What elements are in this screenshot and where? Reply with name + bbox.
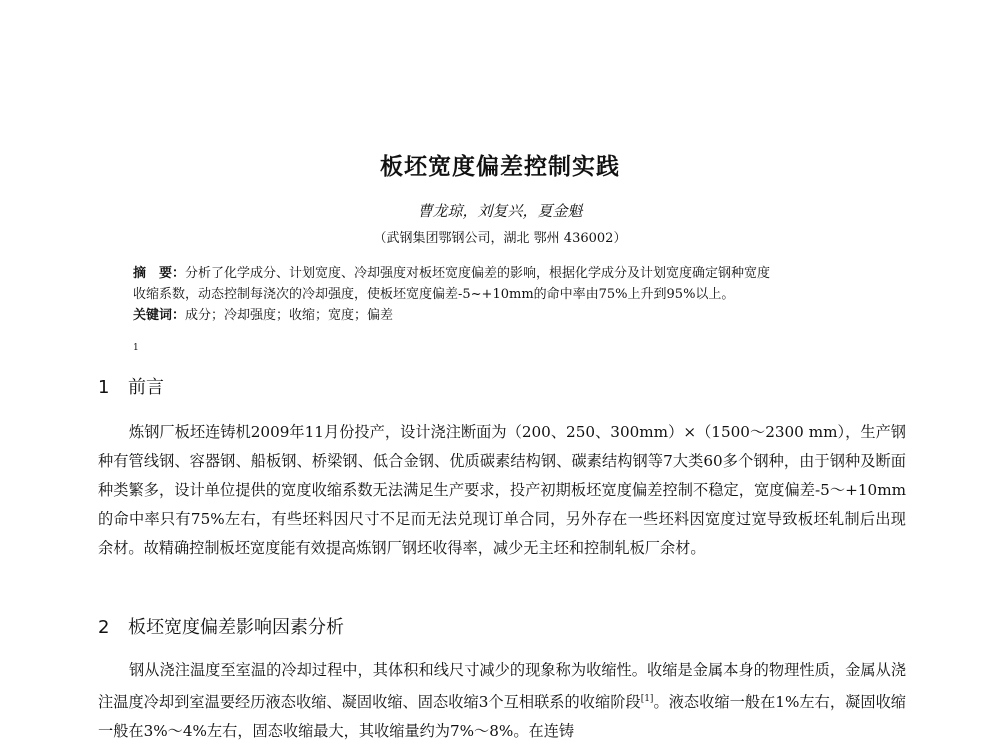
paper-affiliation: （武钢集团鄂钢公司，湖北 鄂州 436002） [373, 231, 627, 246]
keywords-label: 关键词： [133, 308, 186, 323]
section-2-number: 2 [98, 617, 110, 638]
section-1-title: 前言 [128, 377, 164, 398]
abstract-label: 摘 要： [133, 266, 186, 281]
section-2-text: 钢从浇注温度至室温的冷却过程中，其体积和线尺寸减少的现象称为收缩性。收缩是金属本身的物理性质，金属从浇注温度冷却到室温要经历液态收缩、凝固收缩、固态收缩3个互相联系的收缩阶段 [98, 661, 906, 712]
abstract-block [133, 263, 893, 326]
paper-authors: 曹龙琼，刘复兴，夏金魁 [417, 202, 583, 220]
section-1-paragraph: 炼钢厂板坯连铸机2009年11月份投产，设计浇注断面为（200、250、300mm）×（1500～2300 mm），生产钢种有管线钢、容器钢、船板钢、桥梁钢、低合金钢、优质碳素结构钢、碳素结构钢等7大类60多个钢种，由于钢种及断面种类繁多，设计单位提供的宽度收缩系数无法满足生产要求，投产初期板坯宽度偏差控制不稳定，宽度偏差-5～+10mm的命中率只有75%左右，有些坯料因尺寸不足而无法兑现订单合同，另外存在一些坯料因宽度过宽导致板坯轧制后出现余材。故精确控制板坯宽度能有效提高炼钢厂钢坯收得率，减少无主坯和控制轧板厂余材。 [98, 423, 906, 557]
section-2-heading [98, 613, 344, 639]
abstract-line-1 [133, 263, 893, 284]
paper-title: 板坯宽度偏差控制实践 [380, 154, 620, 180]
abstract-text-1: 分析了化学成分、计划宽度、冷却强度对板坯宽度偏差的影响，根据化学成分及计划宽度确定钢种宽度 [185, 266, 771, 281]
abstract-line-2: 收缩系数，动态控制每浇次的冷却强度，使板坯宽度偏差-5~+10mm的命中率由75%上升到95%以上。 [133, 287, 735, 302]
section-1-heading [98, 373, 164, 399]
section-2-text-tail: 。液态收缩一般在1%左右，凝固收缩一般在3%～4%左右，固态收缩最大，其收缩量约为7%～8%。在连铸 [98, 693, 906, 741]
keywords-text: 成分；冷却强度；收缩；宽度；偏差 [185, 308, 394, 323]
section-1-number: 1 [98, 377, 110, 398]
section-2-title: 板坯宽度偏差影响因素分析 [128, 617, 344, 638]
section-2-paragraph [98, 656, 906, 746]
citation-1: [1] [640, 694, 654, 704]
keywords-line [133, 305, 893, 326]
footnote-mark: 1 [133, 343, 139, 353]
